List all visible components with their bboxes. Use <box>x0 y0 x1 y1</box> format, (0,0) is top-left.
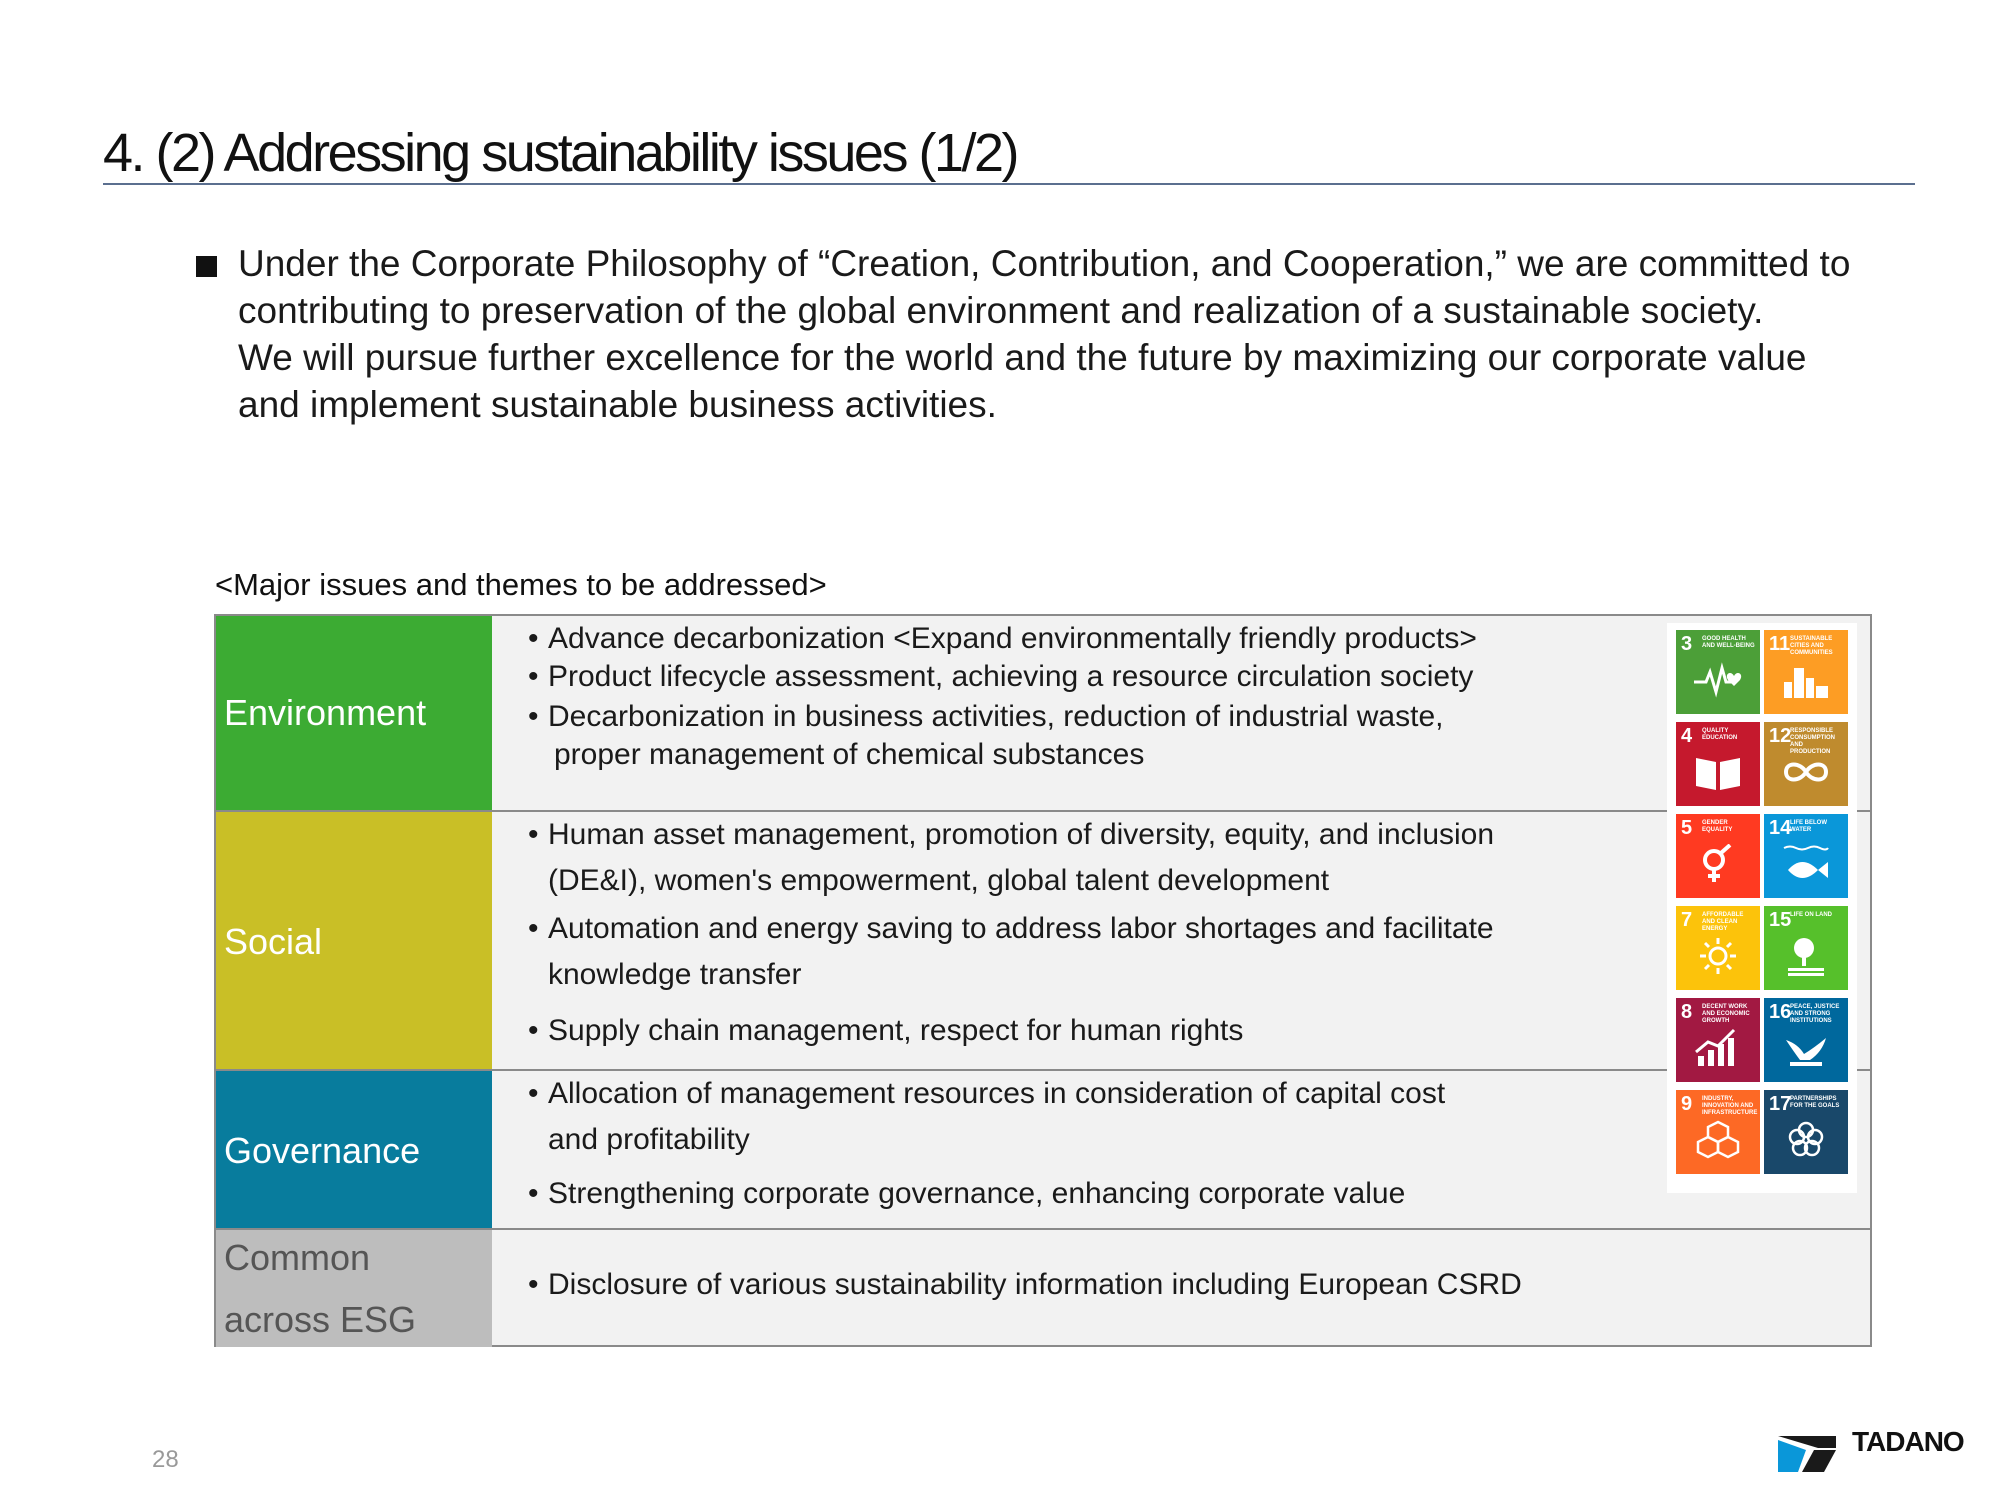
dove-icon <box>1780 1028 1832 1068</box>
section-heading: <Major issues and themes to be addressed> <box>215 567 827 602</box>
cubes-icon <box>1692 1120 1744 1160</box>
sdg-icons-panel <box>1667 623 1857 1193</box>
intro-block <box>190 240 1870 428</box>
intro-paragraph-1: Under the Corporate Philosophy of “Creation, Contribution, and Cooperation,” we are committed to contributing to preservation of the global environment and realization of a sustainable society. <box>238 243 1851 331</box>
social-row <box>216 810 1870 1071</box>
infinity-icon <box>1780 752 1832 792</box>
list-item: • Allocation of management resources in consideration of capital cost <box>528 1077 1446 1110</box>
square-bullet-icon <box>196 256 217 277</box>
growth-chart-icon <box>1692 1028 1744 1068</box>
sdg-17-tile: 17 PARTNERSHIPS FOR THE GOALS <box>1764 1090 1848 1174</box>
sdg-11-tile: 11 SUSTAINABLE CITIES AND COMMUNITIES <box>1764 630 1848 714</box>
governance-label: Governance <box>216 1071 492 1230</box>
title-divider <box>103 183 1915 185</box>
list-item-continuation: proper management of chemical substances <box>554 738 1145 771</box>
list-item: • Product lifecycle assessment, achieving a resource circulation society <box>528 660 1474 693</box>
common-esg-row <box>216 1228 1870 1347</box>
tadano-logo-icon <box>1778 1430 1848 1474</box>
list-item-continuation: and profitability <box>548 1123 750 1156</box>
sdg-14-tile: 14 LIFE BELOW WATER <box>1764 814 1848 898</box>
brand-name: TADANO <box>1852 1426 1964 1457</box>
sdg-4-tile: 4 QUALITY EDUCATION <box>1676 722 1760 806</box>
gender-icon <box>1692 844 1744 884</box>
list-item: • Supply chain management, respect for human rights <box>528 1014 1244 1047</box>
social-label: Social <box>216 812 492 1071</box>
list-item: • Strengthening corporate governance, enhancing corporate value <box>528 1177 1406 1210</box>
list-item: • Automation and energy saving to address labor shortages and facilitate <box>528 912 1494 945</box>
city-icon <box>1780 660 1832 700</box>
list-item: • Human asset management, promotion of diversity, equity, and inclusion <box>528 818 1495 851</box>
list-item: • Decarbonization in business activities, reduction of industrial waste, <box>528 700 1444 733</box>
sdg-7-tile: 7 AFFORDABLE AND CLEAN ENERGY <box>1676 906 1760 990</box>
governance-row <box>216 1069 1870 1230</box>
heartbeat-icon <box>1692 660 1744 700</box>
fish-icon <box>1780 844 1832 884</box>
flower-icon <box>1780 1120 1832 1160</box>
list-item: • Advance decarbonization <Expand environmentally friendly products> <box>528 622 1477 655</box>
sdg-15-tile: 15 LIFE ON LAND <box>1764 906 1848 990</box>
page-title: 4. (2) Addressing sustainability issues (1/2) <box>103 123 1017 183</box>
common-label-line2: across ESG <box>224 1298 417 1340</box>
list-item: • Disclosure of various sustainability information including European CSRD <box>528 1268 1522 1301</box>
sdg-5-tile: 5 GENDER EQUALITY <box>1676 814 1760 898</box>
sdg-8-tile: 8 DECENT WORK AND ECONOMIC GROWTH <box>1676 998 1760 1082</box>
common-esg-label <box>216 1230 492 1347</box>
book-icon <box>1692 752 1744 792</box>
environment-label: Environment <box>216 616 492 810</box>
list-item-continuation: (DE&I), women's empowerment, global talent development <box>548 864 1330 897</box>
esg-issues-table <box>214 614 1872 1347</box>
sun-icon <box>1692 936 1744 976</box>
page-number: 28 <box>152 1446 179 1473</box>
environment-row <box>216 616 1870 810</box>
sdg-16-tile: 16 PEACE, JUSTICE AND STRONG INSTITUTIONS <box>1764 998 1848 1082</box>
intro-paragraph-2: We will pursue further excellence for the world and the future by maximizing our corporate value and implement sustainable business activities. <box>238 337 1807 425</box>
tree-icon <box>1780 936 1832 976</box>
sdg-12-tile: 12 RESPONSIBLE CONSUMPTION AND PRODUCTION <box>1764 722 1848 806</box>
sdg-9-tile: 9 INDUSTRY, INNOVATION AND INFRASTRUCTURE <box>1676 1090 1760 1174</box>
list-item-continuation: knowledge transfer <box>548 958 802 991</box>
sdg-3-tile: 3 GOOD HEALTH AND WELL-BEING <box>1676 630 1760 714</box>
common-label-line1: Common <box>224 1236 371 1278</box>
